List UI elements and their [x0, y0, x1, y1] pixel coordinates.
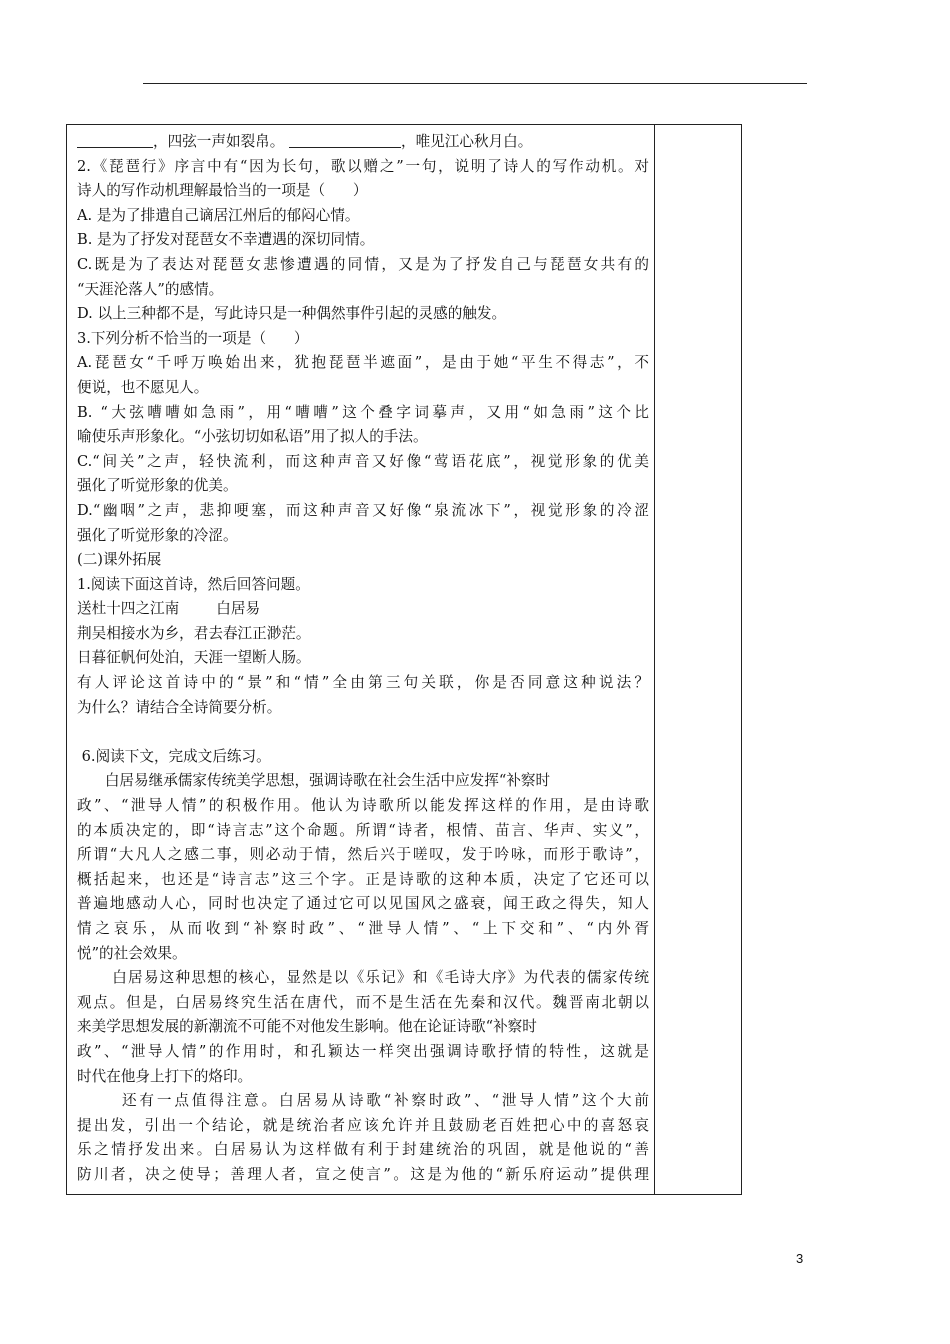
text-line: 有人评论这首诗中的“景”和“情”全由第三句关联，你是否同意这种说法？ [77, 674, 649, 692]
line-text: ，四弦一声如裂帛。 [153, 133, 285, 150]
text-line: 政”、“泄导人情”的作用时，和孔颖达一样突出强调诗歌抒情的特性，这就是 [77, 1042, 649, 1060]
blank-line [77, 720, 649, 745]
text-line: 概括起来，也还是“诗言志”这三个字。正是诗歌的这种本质，决定了它还可以 [77, 870, 649, 888]
text-line: 白居易这种思想的核心，显然是以《乐记》和《毛诗大序》为代表的儒家传统 [77, 969, 649, 987]
text-line: D. 以上三种都不是，写此诗只是一种偶然事件引起的灵感的触发。 [77, 305, 507, 323]
content-cell [77, 130, 649, 1190]
text-line: 诗人的写作动机理解最恰当的一项是（ ） [77, 182, 368, 200]
text-line: 1.阅读下面这首诗，然后回答问题。 [77, 575, 310, 593]
text-line: 提出发，引出一个结论，就是统治者应该允许并且鼓励老百姓把心中的喜怒哀 [77, 1116, 649, 1134]
text-line: C.既是为了表达对琵琶女悲惨遭遇的同情，又是为了抒发自己与琵琶女共有的 [77, 255, 649, 273]
text-line: B. “大弦嘈嘈如急雨”，用“嘈嘈”这个叠字词摹声，又用“如急雨”这个比 [77, 403, 649, 421]
text-line: C.“间关”之声，轻快流利，而这种声音又好像“莺语花底”，视觉形象的优美 [77, 452, 649, 470]
text-line: 便说，也不愿见人。 [77, 378, 209, 396]
text-line: 来美学思想发展的新潮流不可能不对他发生影响。他在论证诗歌“补察时 [77, 1018, 537, 1036]
text-line: B. 是为了抒发对琵琶女不幸遭遇的深切同情。 [77, 231, 375, 249]
fill-in-line [77, 130, 649, 155]
text-line: 送杜十四之江南 白居易 [77, 600, 261, 618]
header-rule [143, 83, 807, 84]
text-line: 为什么？请结合全诗简要分析。 [77, 698, 282, 716]
text-line: 乐之情抒发出来。白居易认为这样做有利于封建统治的巩固，就是他说的“善 [77, 1141, 649, 1159]
text-line: 观点。但是，白居易终究生活在唐代，而不是生活在先秦和汉代。魏晋南北朝以 [77, 993, 649, 1011]
text-line: 日暮征帆何处泊，天涯一望断人肠。 [77, 649, 311, 667]
text-line: 白居易继承儒家传统美学思想，强调诗歌在社会生活中应发挥“补察时 [77, 772, 551, 790]
text-line: 强化了听觉形象的冷涩。 [77, 526, 238, 544]
table-column-divider [654, 124, 655, 1195]
text-line: 情之哀乐，从而收到“补察时政”、“泄导人情”、“上下交和”、“内外胥 [77, 920, 649, 937]
text-line: 时代在他身上打下的烙印。 [77, 1067, 253, 1085]
text-line: 喻使乐声形象化。“小弦切切如私语”用了拟人的手法。 [77, 428, 428, 446]
text-line: (二)课外拓展 [77, 551, 162, 569]
page-number: 3 [796, 1251, 804, 1266]
text-line: 所谓“大凡人之感二事，则必动于情，然后兴于嗟叹，发于吟咏，而形于歌诗”， [77, 846, 649, 864]
answer-blank [289, 132, 401, 148]
text-line: A. 是为了排遣自己谪居江州后的郁闷心情。 [77, 206, 360, 224]
text-line: 3.下列分析不恰当的一项是（ ） [77, 329, 309, 347]
text-line: 的本质决定的，即“诗言志”这个命题。所谓“诗者，根情、苗言、华声、实义”， [77, 821, 649, 839]
text-line: 政”、“泄导人情”的积极作用。他认为诗歌所以能发挥这样的作用，是由诗歌 [77, 797, 649, 815]
text-line: 6.阅读下文，完成文后练习。 [77, 747, 271, 765]
text-line: 普遍地感动人心，同时也决定了通过它可以见国风之盛衰，闻王政之得失，知人 [77, 895, 649, 913]
text-line: D.“幽咽”之声，悲抑哽塞，而这种声音又好像“泉流冰下”，视觉形象的冷涩 [77, 501, 649, 519]
line-text: ，唯见江心秋月白。 [401, 133, 533, 150]
text-line: 强化了听觉形象的优美。 [77, 477, 238, 495]
text-line: 荆吴相接水为乡，君去春江正渺茫。 [77, 624, 311, 642]
text-line: 防川者，决之使导；善理人者，宣之使言”。这是为他的“新乐府运动”提供理 [77, 1165, 649, 1183]
text-line: 还有一点值得注意。白居易从诗歌“补察时政”、“泄导人情”这个大前 [77, 1092, 649, 1110]
text-line: A.琵琶女“千呼万唤始出来，犹抱琵琶半遮面”，是由于她“平生不得志”，不 [77, 354, 649, 372]
text-line: 悦”的社会效果。 [77, 944, 187, 962]
text-line: “天涯沦落人”的感情。 [77, 280, 224, 298]
answer-blank [77, 132, 153, 148]
text-line: 2.《琵琶行》序言中有“因为长句，歌以赠之”一句，说明了诗人的写作动机。对 [77, 157, 649, 175]
